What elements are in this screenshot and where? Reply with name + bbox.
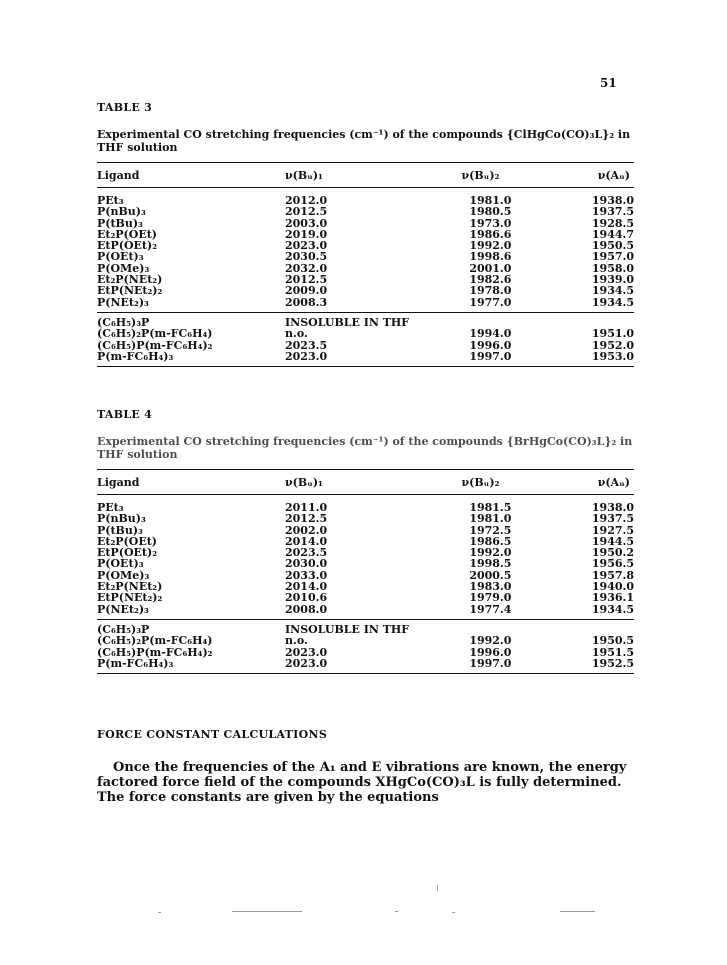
header-au: ν(Aᵤ)	[551, 163, 634, 188]
table-3	[97, 101, 634, 367]
value-cell: 2014.0	[285, 580, 328, 594]
table-row	[97, 188, 634, 207]
value-cell: 1977.0	[469, 295, 512, 309]
table-row	[97, 240, 634, 251]
value-cell: n.o.	[285, 634, 308, 648]
value-cell: 2012.5	[285, 512, 328, 526]
table-row	[97, 328, 634, 339]
table-3-body-group-1	[97, 188, 634, 313]
scan-speck	[452, 912, 455, 913]
value-cell: 1934.5	[591, 284, 634, 298]
value-cell: 1992.0	[469, 239, 512, 253]
value-cell: 1981.5	[469, 501, 512, 514]
value-cell: 2030.0	[285, 557, 328, 571]
value-cell: 1951.0	[591, 327, 634, 341]
ligand-cell: P(OEt)₃	[97, 250, 144, 264]
value-cell: 1979.0	[469, 591, 512, 605]
scan-speck	[158, 912, 161, 913]
table-row	[97, 604, 634, 620]
table-row	[97, 658, 634, 674]
value-cell: 1996.0	[469, 338, 512, 352]
ligand-cell: P(nBu)₃	[97, 512, 146, 526]
table-row	[97, 525, 634, 536]
ligand-cell: (C₆H₅)₂P(m-FC₆H₄)	[97, 327, 213, 341]
value-cell: 2010.6	[285, 591, 328, 605]
section-heading: FORCE CONSTANT CALCULATIONS	[97, 728, 328, 741]
table-4-grid	[97, 469, 634, 674]
value-cell: 1938.0	[591, 501, 634, 514]
value-cell: 1982.6	[469, 273, 512, 287]
value-cell: 2032.0	[285, 261, 328, 275]
table-4-caption: Experimental CO stretching frequencies (cm⁻¹) of the compounds {BrHgCo(CO)₃L}₂ in THF solution	[97, 435, 633, 461]
value-cell: 1944.5	[591, 534, 634, 548]
ligand-cell: P(OMe)₃	[97, 568, 150, 582]
value-cell: 2019.0	[285, 227, 328, 241]
ligand-cell: (C₆H₅)₃P	[97, 619, 277, 635]
section-paragraph: Once the frequencies of the A₁ and E vibrations are known, the energy factored force field of the compounds XHgCo(CO)₃L is fully determined. The force constants are given by the equations	[97, 760, 627, 805]
ligand-cell: P(OMe)₃	[97, 261, 150, 275]
value-cell: 1977.4	[469, 602, 512, 616]
table-row	[97, 340, 634, 351]
value-cell: 1956.5	[591, 557, 634, 571]
value-cell: 1934.5	[591, 602, 634, 616]
value-cell: 1997.0	[375, 658, 551, 674]
ligand-cell: (C₆H₅)P(m-FC₆H₄)₂	[97, 338, 213, 352]
value-cell: 2009.0	[285, 284, 328, 298]
value-cell: 1951.5	[591, 645, 634, 659]
table-row	[97, 285, 634, 296]
value-cell: 2023.5	[285, 338, 328, 352]
value-cell: 1957.8	[591, 568, 634, 582]
value-cell: 1958.0	[591, 261, 634, 275]
value-cell: 1952.5	[551, 658, 634, 674]
value-cell: 1934.5	[591, 295, 634, 309]
table-4-header-row	[97, 470, 634, 495]
value-cell: 2033.0	[285, 568, 328, 582]
ligand-cell: P(tBu)₃	[97, 216, 143, 230]
table-row	[97, 218, 634, 229]
value-cell: 2008.0	[285, 602, 328, 616]
table-row	[97, 536, 634, 547]
header-bu1: ν(Bᵤ)₁	[277, 163, 375, 188]
ligand-cell: EtP(NEt₂)₂	[97, 284, 163, 298]
header-au: ν(Aᵤ)	[551, 470, 634, 495]
table-row	[97, 495, 634, 514]
value-cell: 1936.1	[591, 591, 634, 605]
table-4	[97, 408, 634, 674]
ligand-cell: (C₆H₅)₃P	[97, 312, 277, 328]
ligand-cell: (C₆H₅)P(m-FC₆H₄)₂	[97, 645, 213, 659]
value-cell: 2023.0	[277, 351, 375, 367]
ligand-cell: P(OEt)₃	[97, 557, 144, 571]
ligand-cell: PEt₃	[97, 501, 124, 514]
table-row	[97, 592, 634, 603]
ligand-cell: EtP(NEt₂)₂	[97, 591, 163, 605]
page-number: 51	[600, 76, 617, 90]
table-row	[97, 581, 634, 592]
value-cell: 1927.5	[591, 523, 634, 537]
ligand-cell: EtP(OEt)₂	[97, 546, 158, 560]
header-bu1: ν(Bᵤ)₁	[277, 470, 375, 495]
value-cell: 2011.0	[285, 501, 328, 514]
value-cell: 1981.0	[469, 194, 512, 207]
value-cell: 2003.0	[285, 216, 328, 230]
value-cell: 2012.5	[285, 205, 328, 219]
scan-speck	[560, 911, 595, 912]
value-cell: 1973.0	[469, 216, 512, 230]
header-ligand: Ligand	[97, 470, 277, 495]
table-row	[97, 558, 634, 569]
value-cell: 1986.5	[469, 534, 512, 548]
value-cell: 2008.3	[285, 295, 328, 309]
table-3-label: TABLE 3	[97, 101, 153, 114]
value-cell: 1950.5	[591, 634, 634, 648]
ligand-cell: Et₂P(OEt)	[97, 534, 158, 548]
table-3-header-row	[97, 163, 634, 188]
table-row	[97, 312, 634, 328]
value-cell: 2023.5	[285, 546, 328, 560]
value-cell: n.o.	[285, 327, 308, 341]
table-row	[97, 206, 634, 217]
scan-speck	[232, 911, 302, 912]
ligand-cell: P(m-FC₆H₄)₃	[97, 658, 277, 674]
value-cell: 1953.0	[551, 351, 634, 367]
table-row	[97, 251, 634, 262]
value-cell: 1939.0	[591, 273, 634, 287]
value-cell: 2002.0	[285, 523, 328, 537]
value-cell: 1996.0	[469, 645, 512, 659]
table-3-grid	[97, 162, 634, 367]
value-cell: 2000.5	[469, 568, 512, 582]
ligand-cell: P(tBu)₃	[97, 523, 143, 537]
ligand-cell: Et₂P(NEt₂)	[97, 580, 163, 594]
table-row	[97, 297, 634, 313]
value-cell: 1937.5	[591, 205, 634, 219]
value-cell: 2023.0	[285, 239, 328, 253]
value-cell: 1997.0	[375, 351, 551, 367]
value-cell: INSOLUBLE IN THF	[277, 312, 634, 328]
table-row	[97, 619, 634, 635]
table-3-body-group-2	[97, 312, 634, 366]
value-cell: 1992.0	[469, 546, 512, 560]
value-cell: 1981.0	[469, 512, 512, 526]
value-cell: 1938.0	[591, 194, 634, 207]
value-cell: 2023.0	[285, 645, 328, 659]
value-cell: 1952.0	[591, 338, 634, 352]
value-cell: 1992.0	[469, 634, 512, 648]
value-cell: 1998.6	[469, 250, 512, 264]
value-cell: 1950.2	[591, 546, 634, 560]
value-cell: 1940.0	[591, 580, 634, 594]
ligand-cell: EtP(OEt)₂	[97, 239, 158, 253]
value-cell: 1980.5	[469, 205, 512, 219]
value-cell: 1972.5	[469, 523, 512, 537]
value-cell: 1937.5	[591, 512, 634, 526]
header-bu2: ν(Bᵤ)₂	[375, 470, 551, 495]
table-4-label: TABLE 4	[97, 408, 153, 421]
value-cell: 2030.5	[285, 250, 328, 264]
value-cell: 1983.0	[469, 580, 512, 594]
scan-speck	[437, 885, 438, 891]
table-row	[97, 635, 634, 646]
value-cell: INSOLUBLE IN THF	[277, 619, 634, 635]
table-row	[97, 274, 634, 285]
header-ligand: Ligand	[97, 163, 277, 188]
scan-speck	[395, 911, 398, 912]
value-cell: 1998.5	[469, 557, 512, 571]
value-cell: 1950.5	[591, 239, 634, 253]
value-cell: 1928.5	[591, 216, 634, 230]
value-cell: 1957.0	[591, 250, 634, 264]
header-bu2: ν(Bᵤ)₂	[375, 163, 551, 188]
table-row	[97, 647, 634, 658]
table-4-body-group-1	[97, 495, 634, 620]
ligand-cell: P(nBu)₃	[97, 205, 146, 219]
value-cell: 1978.0	[469, 284, 512, 298]
table-row	[97, 351, 634, 367]
table-3-caption: Experimental CO stretching frequencies (cm⁻¹) of the compounds {ClHgCo(CO)₃L}₂ in THF solution	[97, 128, 631, 154]
value-cell: 1986.6	[469, 227, 512, 241]
value-cell: 2012.5	[285, 273, 328, 287]
ligand-cell: PEt₃	[97, 194, 124, 207]
ligand-cell: Et₂P(NEt₂)	[97, 273, 163, 287]
table-4-body-group-2	[97, 619, 634, 673]
ligand-cell: (C₆H₅)₂P(m-FC₆H₄)	[97, 634, 213, 648]
ligand-cell: P(NEt₂)₃	[97, 295, 149, 309]
value-cell: 2001.0	[469, 261, 512, 275]
ligand-cell: P(m-FC₆H₄)₃	[97, 351, 277, 367]
value-cell: 2012.0	[285, 194, 328, 207]
value-cell: 1994.0	[469, 327, 512, 341]
value-cell: 2023.0	[277, 658, 375, 674]
ligand-cell: Et₂P(OEt)	[97, 227, 158, 241]
value-cell: 2014.0	[285, 534, 328, 548]
table-row	[97, 513, 634, 524]
table-row	[97, 570, 634, 581]
ligand-cell: P(NEt₂)₃	[97, 602, 149, 616]
table-row	[97, 547, 634, 558]
table-row	[97, 263, 634, 274]
table-row	[97, 229, 634, 240]
value-cell: 1944.7	[591, 227, 634, 241]
